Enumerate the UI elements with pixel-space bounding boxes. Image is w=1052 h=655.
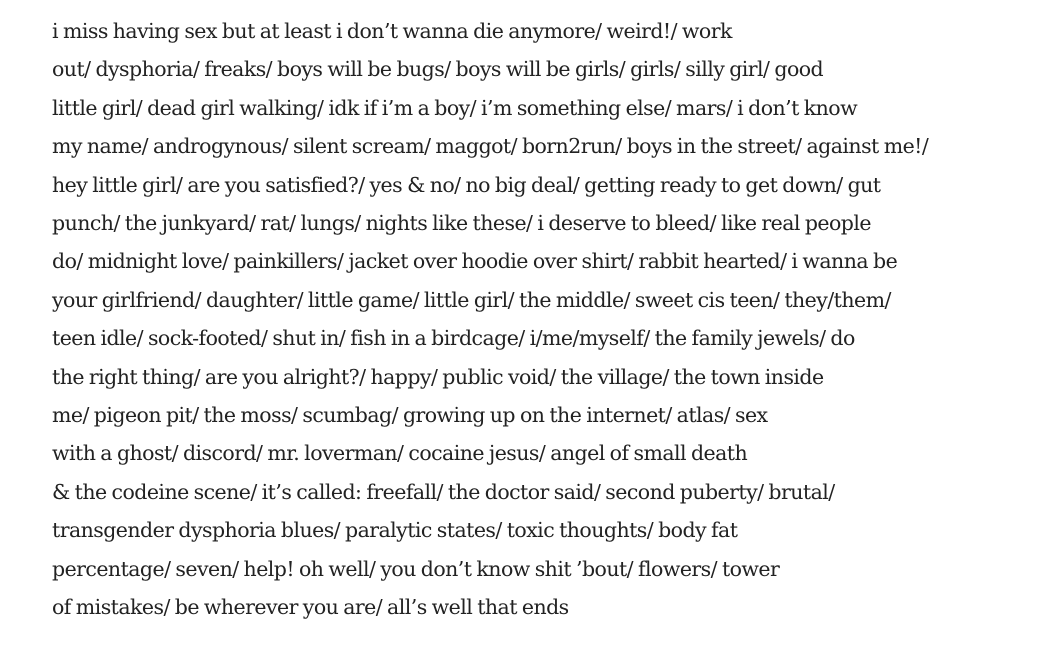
poem-line: out/ dysphoria/ freaks/ boys will be bugs/ boys will be girls/ girls/ silly girl/ good [52,57,824,82]
poem-line: teen idle/ sock-footed/ shut in/ fish in a birdcage/ i/me/myself/ the family jewels/ do [52,326,855,351]
poem-line: punch/ the junkyard/ rat/ lungs/ nights like these/ i deserve to bleed/ like real people [52,211,871,236]
poem-line: little girl/ dead girl walking/ idk if i’m a boy/ i’m something else/ mars/ i don’t know [52,95,858,120]
poem-line: me/ pigeon pit/ the moss/ scumbag/ growing up on the internet/ atlas/ sex [52,403,768,428]
poem-line: hey little girl/ are you satisfied?/ yes & no/ no big deal/ getting ready to get down/ gut [52,172,881,197]
poem-line: your girlfriend/ daughter/ little game/ little girl/ the middle/ sweet cis teen/ they/them/ [52,287,891,312]
poem-line: transgender dysphoria blues/ paralytic states/ toxic thoughts/ body fat [52,518,738,543]
poem-line: my name/ androgynous/ silent scream/ maggot/ born2run/ boys in the street/ against me!/ [52,134,929,159]
poem-line: & the codeine scene/ it’s called: freefall/ the doctor said/ second puberty/ brutal/ [52,479,835,504]
poem-line: of mistakes/ be wherever you are/ all’s well that ends [52,595,569,620]
poem-text-block [52,12,1042,627]
poem-line: i miss having sex but at least i don’t wanna die anymore/ weird!/ work [52,19,732,43]
poem-line: percentage/ seven/ help! oh well/ you don’t know shit ’bout/ flowers/ tower [52,556,780,581]
poem-line: the right thing/ are you alright?/ happy/ public void/ the village/ the town inside [52,364,824,389]
poem-line: with a ghost/ discord/ mr. loverman/ cocaine jesus/ angel of small death [52,441,748,466]
poem-line: do/ midnight love/ painkillers/ jacket over hoodie over shirt/ rabbit hearted/ i wanna be [52,249,898,274]
